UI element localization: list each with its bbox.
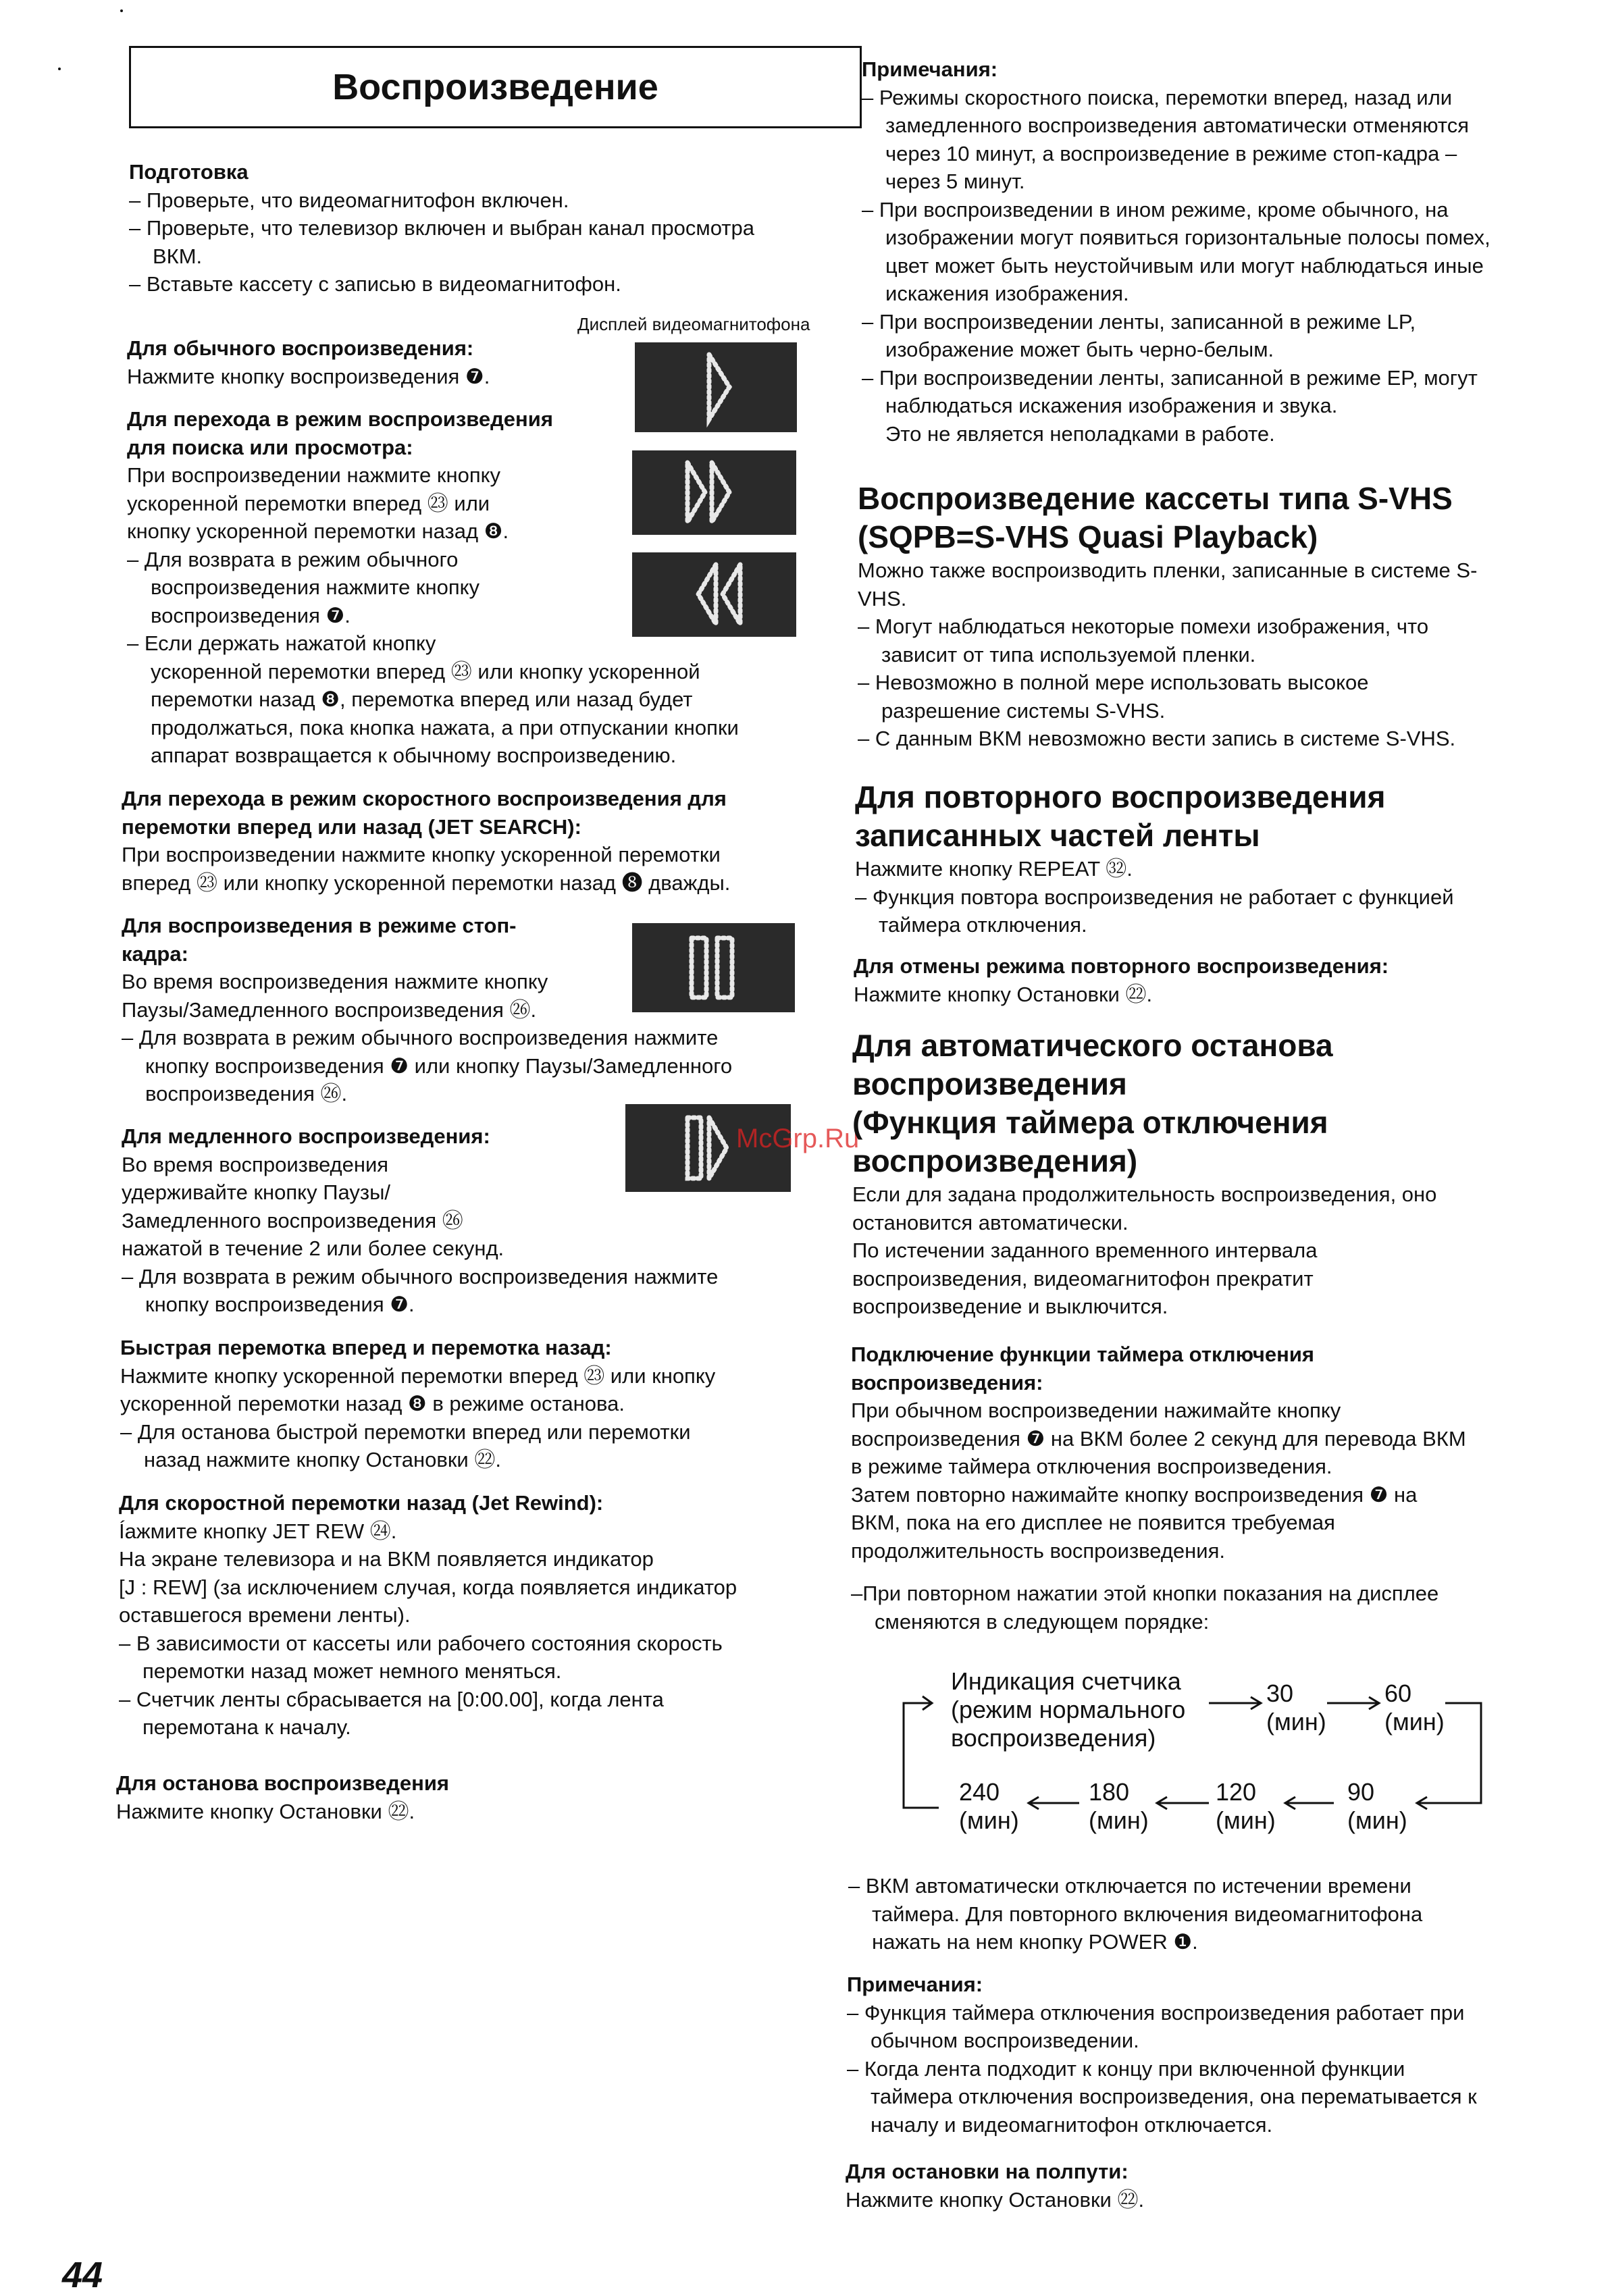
flow-step-value: 180 [1089, 1778, 1130, 1806]
section-line: Замедленного воспроизведения ㉖ [122, 1208, 463, 1232]
lcd-pause-icon [632, 923, 795, 1012]
section-line: обычном воспроизведении. [871, 2029, 1139, 2052]
auto-stop-section [852, 1026, 1436, 1321]
section-heading: Воспроизведение кассеты типа S-VHS [858, 481, 1453, 516]
section-heading: Для перехода в режим воспроизведения [127, 407, 553, 431]
flow-step-unit: (мин) [1347, 1806, 1407, 1834]
section-line: Нажмите кнопку Остановки ㉒. [116, 1799, 415, 1823]
section-line: наблюдаться искажения изображения и звука. [885, 394, 1338, 417]
ffrew-section [120, 1334, 715, 1474]
preparation-heading: Подготовка [129, 160, 249, 184]
section-line: По истечении заданного временного интервала [852, 1238, 1318, 1262]
section-line: в режиме таймера отключения воспроизведения. [851, 1455, 1332, 1478]
section-line: Нажмите кнопку Остановки ㉒. [846, 2187, 1145, 2212]
section-line: нажать на нем кнопку POWER ❶. [872, 1930, 1198, 1954]
jet-search-section [122, 785, 730, 897]
section-line: кнопку воспроизведения ❼ или кнопку Паузы/Замедленного [145, 1053, 733, 1078]
section-heading: Для медленного воспроизведения: [122, 1124, 490, 1148]
section-line: удерживайте кнопку Паузы/ [122, 1180, 390, 1204]
section-line: На экране телевизора и на ВКМ появляется индикатор [119, 1547, 654, 1571]
section-line: таймера отключения воспроизведения, она перематывается к [871, 2085, 1477, 2108]
display-caption: Дисплей видеомагнитофона [577, 314, 810, 334]
section-line: –При повторном нажатии этой кнопки показания на дисплее [851, 1582, 1439, 1605]
section-line: VHS. [858, 586, 907, 610]
section-line: ускоренной перемотки вперед ㉓ или кнопку ускоренной [151, 659, 700, 683]
section-line: воспроизведения ❼ на ВКМ более 2 секунд для перевода ВКМ [851, 1426, 1466, 1451]
section-line: – При воспроизведении ленты, записанной в режиме LP, [862, 309, 1416, 334]
notes1-section [862, 55, 1490, 448]
section-line: воспроизведение и выключится. [852, 1295, 1168, 1318]
section-line: нажатой в течение 2 или более секунд. [122, 1236, 504, 1260]
section-line: изображении могут появиться горизонтальные полосы помех, [885, 226, 1490, 249]
section-heading: воспроизведения [852, 1066, 1127, 1101]
section-line: сменяются в следующем порядке: [875, 1609, 1210, 1634]
watermark: McGrp.Ru [736, 1124, 860, 1153]
svhs-section [858, 479, 1477, 753]
section-line: – Если держать нажатой кнопку [127, 631, 436, 655]
prep-item: – Проверьте, что видеомагнитофон включен. [129, 188, 569, 212]
section-line: Паузы/Замедленного воспроизведения ㉖. [122, 997, 537, 1022]
timer-on-section [851, 1340, 1466, 1636]
section-line: изображение может быть черно-белым. [885, 338, 1274, 361]
section-line: – С данным ВКМ невозможно вести запись в системе S-VHS. [858, 727, 1456, 750]
notes2-section [847, 1971, 1477, 2139]
flow-step-unit: (мин) [1266, 1708, 1326, 1736]
page-number: 44 [62, 2255, 103, 2295]
lcd-play-icon [635, 342, 797, 432]
section-line: ВКМ, пока на его дисплее не появится требуемая [851, 1511, 1335, 1534]
flow-step-unit: (мин) [1216, 1806, 1276, 1834]
section-line: – В зависимости от кассеты или рабочего состояния скорость [119, 1631, 723, 1655]
lcd-forward-icon [632, 450, 796, 535]
section-line: – ВКМ автоматически отключается по истечении времени [848, 1874, 1411, 1898]
section-line: – Для останова быстрой перемотки вперед или перемотки [120, 1419, 691, 1444]
section-line: остановится автоматически. [852, 1210, 1129, 1234]
section-heading: Подключение функции таймера отключения [851, 1342, 1314, 1366]
section-heading: кадра: [122, 941, 188, 966]
section-line: – При воспроизведении ленты, записанной в режиме EP, могут [862, 365, 1478, 390]
section-line: замедленного воспроизведения автоматически отменяются [885, 113, 1470, 137]
section-line: искажения изображения. [885, 282, 1129, 305]
section-line: – Счетчик ленты сбрасывается на [0:00.00], когда лента [119, 1687, 664, 1711]
section-line: кнопку ускоренной перемотки назад ❽. [127, 519, 509, 543]
section-heading: Для воспроизведения в режиме стоп- [122, 914, 517, 937]
section-line: воспроизведения нажмите кнопку [151, 575, 480, 599]
section-heading: для поиска или просмотра: [127, 435, 413, 459]
section-heading: Для обычного воспроизведения: [127, 336, 474, 360]
section-line: ускоренной перемотки назад ❽ в режиме останова. [120, 1392, 625, 1415]
section-line: Если для задана продолжительность воспроизведения, оно [852, 1182, 1437, 1206]
section-line: перемотана к началу. [142, 1715, 351, 1739]
flow-step-unit: (мин) [959, 1806, 1019, 1834]
flow-start-label: (режим нормального [951, 1696, 1186, 1723]
page-title: Воспроизведение [129, 46, 862, 128]
repeat-section [855, 778, 1454, 939]
section-line: через 5 минут. [885, 169, 1025, 193]
flow-step-value: 120 [1216, 1778, 1257, 1806]
section-heading: Для повторного воспроизведения [855, 779, 1386, 814]
section-heading: (Функция таймера отключения [852, 1105, 1328, 1140]
prep-item: ВКМ. [153, 244, 203, 268]
section-line: Затем повторно нажимайте кнопку воспроизведения ❼ на [851, 1482, 1418, 1507]
section-line: – При воспроизведении в ином режиме, кроме обычного, на [862, 197, 1449, 221]
prep-item: – Проверьте, что телевизор включен и выбран канал просмотра [129, 216, 754, 240]
section-line: – Для возврата в режим обычного воспроизведения нажмите [122, 1264, 719, 1288]
flow-arrows [891, 1675, 1499, 1823]
section-line: Можно также воспроизводить пленки, записанные в системе S- [858, 558, 1478, 582]
section-line: [J : REW] (за исключением случая, когда появляется индикатор [119, 1575, 737, 1599]
section-heading: (SQPB=S-VHS Quasi Playback) [858, 519, 1318, 554]
section-heading: Для остановки на полпути: [846, 2160, 1129, 2183]
section-line: – Функция таймера отключения воспроизведения работает при [847, 2000, 1465, 2025]
section-heading: Примечания: [862, 57, 998, 81]
section-line: Нажмите кнопку Остановки ㉒. [854, 982, 1153, 1006]
section-line: При обычном воспроизведении нажимайте кнопку [851, 1399, 1341, 1422]
section-line: продолжительность воспроизведения. [851, 1538, 1226, 1563]
section-line: Во время воспроизведения [122, 1152, 389, 1176]
section-line: Это не является неполадками в работе. [885, 421, 1275, 446]
flow-step-unit: (мин) [1384, 1708, 1445, 1736]
section-line: назад нажмите кнопку Остановки ㉒. [144, 1448, 501, 1471]
flow-start-label: Индикация счетчика [951, 1667, 1181, 1695]
section-line: – Для возврата в режим обычного воспроизведения нажмите [122, 1026, 719, 1049]
section-line: – Функция повтора воспроизведения не работает с функцией [855, 885, 1454, 909]
section-heading: Для скоростной перемотки назад (Jet Rewind): [119, 1491, 604, 1515]
section-heading: Для отмены режима повторного воспроизведения: [854, 954, 1389, 978]
section-heading: Для останова воспроизведения [116, 1771, 449, 1795]
jet-rewind-section [119, 1489, 737, 1742]
flow-step-value: 90 [1347, 1778, 1375, 1806]
section-heading: Для автоматического останова [852, 1028, 1333, 1063]
section-line: воспроизведения ❼. [151, 603, 351, 627]
section-line: кнопку воспроизведения ❼. [145, 1293, 415, 1316]
section-heading: Быстрая перемотка вперед и перемотка назад: [120, 1336, 612, 1359]
lcd-rewind-icon [632, 552, 796, 637]
section-line: воспроизведения, видеомагнитофон прекратит [852, 1266, 1314, 1290]
stop-midway-section [846, 2158, 1144, 2214]
flow-step-value: 60 [1384, 1679, 1412, 1707]
section-heading: воспроизведения) [852, 1143, 1138, 1178]
section-heading: записанных частей ленты [855, 818, 1260, 853]
section-heading: воспроизведения: [851, 1370, 1043, 1394]
scan-dot [120, 9, 123, 12]
section-line: воспроизведения ㉖. [145, 1082, 348, 1105]
section-line: – Невозможно в полной мере использовать высокое [858, 671, 1369, 694]
section-heading: перемотки вперед или назад (JET SEARCH): [122, 814, 581, 839]
section-line: вперед ㉓ или кнопку ускоренной перемотки назад ❽ дважды. [122, 870, 731, 895]
flow-start-label: воспроизведения) [951, 1724, 1156, 1752]
after-flow-section [848, 1872, 1422, 1956]
section-line: через 10 минут, а воспроизведение в режиме стоп-кадра – [885, 141, 1457, 165]
repeat-cancel-section [854, 952, 1389, 1008]
section-line: таймера. Для повторного включения видеомагнитофона [872, 1902, 1423, 1926]
stop-section [116, 1769, 449, 1825]
section-line: При воспроизведении нажмите кнопку ускоренной перемотки [122, 843, 721, 866]
section-line: продолжаться, пока кнопка нажата, а при отпускании кнопки [151, 715, 739, 739]
section-line: разрешение системы S-VHS. [881, 698, 1166, 723]
flow-step-unit: (мин) [1089, 1806, 1149, 1834]
section-line: Нажмите кнопку REPEAT ㉜. [855, 857, 1133, 881]
section-line: началу и видеомагнитофон отключается. [871, 2112, 1273, 2137]
section-line: аппарат возвращается к обычному воспроизведению. [151, 743, 677, 767]
normal-play-section [127, 334, 490, 390]
section-line: цвет может быть неустойчивым или могут наблюдаться иные [885, 253, 1484, 278]
section-line: – Могут наблюдаться некоторые помехи изображения, что [858, 615, 1429, 638]
section-line: зависит от типа используемой пленки. [881, 642, 1256, 667]
prep-item: – Вставьте кассету с записью в видеомагнитофон. [129, 272, 621, 296]
section-line: таймера отключения. [879, 913, 1087, 937]
section-line: Íажмите кнопку JET REW ㉔. [119, 1519, 397, 1543]
section-heading: Примечания: [847, 1973, 983, 1996]
section-line: ускоренной перемотки вперед ㉓ или [127, 491, 490, 515]
section-line: – Режимы скоростного поиска, перемотки вперед, назад или [862, 85, 1453, 109]
scan-dot [58, 68, 61, 70]
section-heading: Для перехода в режим скоростного воспроизведения для [122, 787, 727, 810]
section-line: Во время воспроизведения нажмите кнопку [122, 970, 548, 993]
section-line: – Когда лента подходит к концу при включенной функции [847, 2056, 1405, 2081]
section-line: оставшегося времени ленты). [119, 1603, 411, 1627]
section-line: перемотки назад ❽, перемотка вперед или назад будет [151, 687, 693, 711]
section-line: – Для возврата в режим обычного [127, 547, 459, 571]
section-line: При воспроизведении нажмите кнопку [127, 463, 501, 487]
section-line: Нажмите кнопку воспроизведения ❼. [127, 364, 490, 388]
section-line: Нажмите кнопку ускоренной перемотки вперед ㉓ или кнопку [120, 1363, 716, 1388]
preparation-block [129, 158, 754, 298]
flow-step-value: 240 [959, 1778, 1000, 1806]
flow-step-value: 30 [1266, 1679, 1294, 1707]
section-line: перемотки назад может немного меняться. [142, 1659, 562, 1683]
